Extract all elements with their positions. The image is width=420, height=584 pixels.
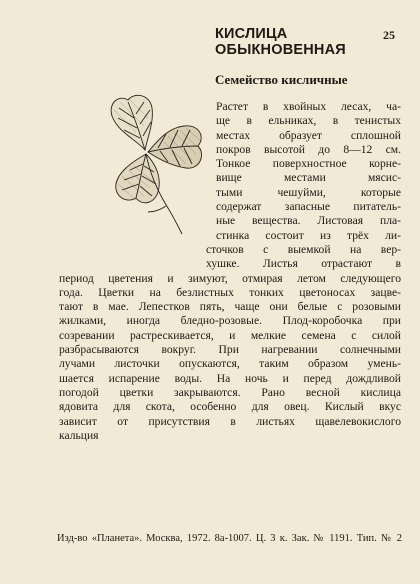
text-line: период цветения и зимуют, отмирая летом следующего bbox=[59, 271, 401, 285]
title-line-1: КИСЛИЦА bbox=[215, 26, 288, 42]
text-line: созревании растрескивается, и мелкие семена с силой bbox=[59, 328, 401, 342]
text-line: стинка состоит из трёх ли- bbox=[216, 228, 401, 242]
text-line: разбрасываются вокруг. При нагревании солнечными bbox=[59, 343, 401, 357]
title-line-2: ОБЫКНОВЕННАЯ bbox=[215, 42, 346, 58]
text-line: Тонкое поверхностное корне- bbox=[216, 157, 401, 171]
text-line: лучами листочки опускаются, таким образом умень- bbox=[59, 357, 401, 371]
text-line: сточков с выемкой на вер- bbox=[206, 242, 401, 256]
text-line: ще в ельниках, в тенистых bbox=[216, 114, 401, 128]
text-line: погодой цветки закрываются. Рано весной кислица bbox=[59, 385, 401, 399]
page-number: 25 bbox=[383, 28, 395, 42]
text-line: кальция bbox=[59, 428, 99, 442]
publisher-imprint: Изд-во «Планета». Москва, 1972. 8а-1007. Ц. 3 к. Зак. № 1191. Тип. № 2 bbox=[57, 533, 402, 544]
text-line: зависит от присутствия в листьях щавелевокислого bbox=[59, 414, 401, 428]
text-line: тыми чешуйми, которые bbox=[216, 185, 401, 199]
text-line: Растет в хвойных лесах, ча- bbox=[216, 100, 401, 113]
text-line: хушке. Листья отрастают в bbox=[206, 257, 401, 271]
text-line: тают в мае. Лепестков пять, чаще они белые с розовыми bbox=[59, 300, 401, 314]
text-line: шается испарение воды. На ночь и перед дождливой bbox=[59, 371, 401, 385]
text-line: ные вещества. Листовая пла- bbox=[216, 214, 401, 228]
description-text bbox=[59, 100, 401, 443]
text-line: местах образует сплошной bbox=[216, 128, 401, 142]
text-line: года. Цветки на безлистных тонких цветоносах зацве- bbox=[59, 285, 401, 299]
text-line: покров высотой до 8—12 см. bbox=[216, 142, 401, 156]
text-line: ядовита для скота, особенно для овец. Кислый вкус bbox=[59, 400, 401, 414]
text-line: содержат запасные питатель- bbox=[216, 200, 401, 214]
text-line: вище местами мясис- bbox=[216, 171, 401, 185]
page-title bbox=[215, 26, 385, 58]
family-subtitle: Семейство кисличные bbox=[215, 72, 348, 87]
text-line: жилками, иногда бледно-розовые. Плод-коробочка при bbox=[59, 314, 401, 328]
